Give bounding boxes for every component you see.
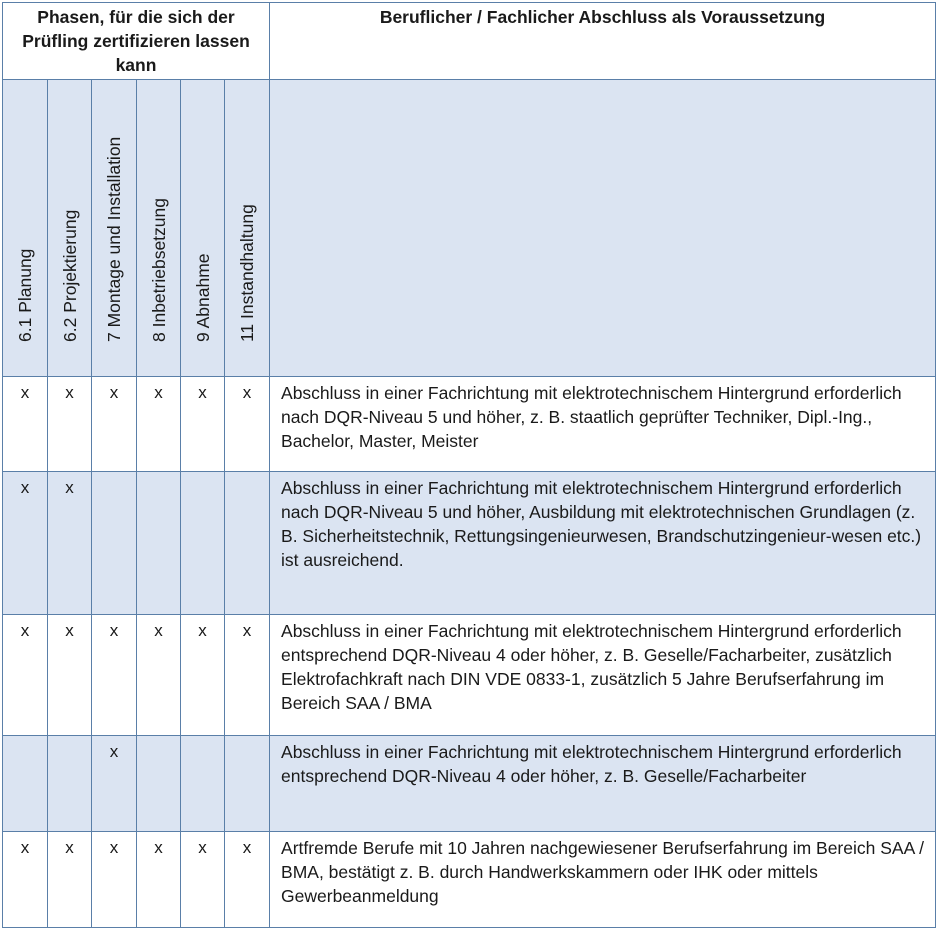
phase-mark: x — [137, 377, 181, 472]
phase-mark: x — [181, 615, 225, 736]
phase-label: 7 Montage und Installation — [104, 136, 124, 342]
phase-mark — [137, 472, 181, 615]
phase-label: 8 Inbetriebsetzung — [148, 198, 169, 342]
phase-mark — [181, 736, 225, 832]
phase-mark — [48, 736, 92, 832]
header-row — [3, 3, 936, 80]
phase-mark — [225, 472, 270, 615]
phase-mark: x — [48, 832, 92, 928]
table-row — [3, 832, 936, 928]
phase-mark: x — [225, 832, 270, 928]
phase-mark — [181, 472, 225, 615]
phase-cell — [181, 80, 225, 377]
phase-label: 9 Abnahme — [192, 253, 213, 342]
qualification-text: Abschluss in einer Fachrichtung mit elektrotechnischem Hintergrund erforderlich entsprechend DQR-Niveau 4 oder höher, z. B. Geselle/Facharbeiter — [270, 736, 936, 832]
phase-mark: x — [48, 472, 92, 615]
phase-mark: x — [48, 615, 92, 736]
phase-mark — [137, 736, 181, 832]
phase-mark: x — [225, 615, 270, 736]
phase-cell — [3, 80, 48, 377]
qualification-text: Artfremde Berufe mit 10 Jahren nachgewiesener Berufserfahrung im Bereich SAA / BMA, bestätigt z. B. durch Handwerkskammern oder IHK oder mittels Gewerbeanmeldung — [270, 832, 936, 928]
phase-label: 6.2 Projektierung — [59, 209, 80, 342]
phase-mark: x — [3, 377, 48, 472]
qualification-text: Abschluss in einer Fachrichtung mit elektrotechnischem Hintergrund erforderlich nach DQR-Niveau 5 und höher, z. B. staatlich geprüfter Techniker, Dipl.-Ing., Bachelor, Master, Meister — [270, 377, 936, 472]
phase-mark: x — [48, 377, 92, 472]
phase-mark: x — [181, 832, 225, 928]
phase-cell — [92, 80, 137, 377]
phase-cell — [225, 80, 270, 377]
phase-mark: x — [3, 472, 48, 615]
phase-mark: x — [92, 377, 137, 472]
phase-mark: x — [92, 832, 137, 928]
phase-mark: x — [3, 615, 48, 736]
table-row — [3, 736, 936, 832]
phase-mark: x — [92, 736, 137, 832]
qualification-heading: Beruflicher / Fachlicher Abschluss als Voraussetzung — [270, 3, 936, 80]
phase-mark — [3, 736, 48, 832]
table-row — [3, 472, 936, 615]
qualification-text: Abschluss in einer Fachrichtung mit elektrotechnischem Hintergrund erforderlich nach DQR-Niveau 5 und höher, Ausbildung mit elektrotechnischen Grundlagen (z. B. Sicherheitstechnik, Rettungsingenieurwesen, Brandschutzingenieur-wesen etc.) ist ausreichend. — [270, 472, 936, 615]
qualification-text: Abschluss in einer Fachrichtung mit elektrotechnischem Hintergrund erforderlich entsprechend DQR-Niveau 4 oder höher, z. B. Geselle/Facharbeiter, zusätzlich Elektrofachkraft nach DIN VDE 0833-1, zusätzlich 5 Jahre Berufserfahrung im Bereich SAA / BMA — [270, 615, 936, 736]
phases-heading: Phasen, für die sich der Prüfling zertifizieren lassen kann — [3, 3, 270, 80]
table-row — [3, 615, 936, 736]
table-row — [3, 377, 936, 472]
phase-label: 11 Instandhaltung — [237, 204, 258, 342]
phase-mark — [225, 736, 270, 832]
phase-mark: x — [137, 832, 181, 928]
qualification-table — [2, 2, 936, 928]
phase-mark: x — [92, 615, 137, 736]
phase-cell — [48, 80, 92, 377]
phase-names-row — [3, 80, 936, 377]
phase-mark: x — [137, 615, 181, 736]
phase-mark: x — [3, 832, 48, 928]
empty-description-cell — [270, 80, 936, 377]
phase-mark: x — [181, 377, 225, 472]
phase-label: 6.1 Planung — [15, 248, 35, 342]
phase-mark — [92, 472, 137, 615]
phase-mark: x — [225, 377, 270, 472]
phase-cell — [137, 80, 181, 377]
